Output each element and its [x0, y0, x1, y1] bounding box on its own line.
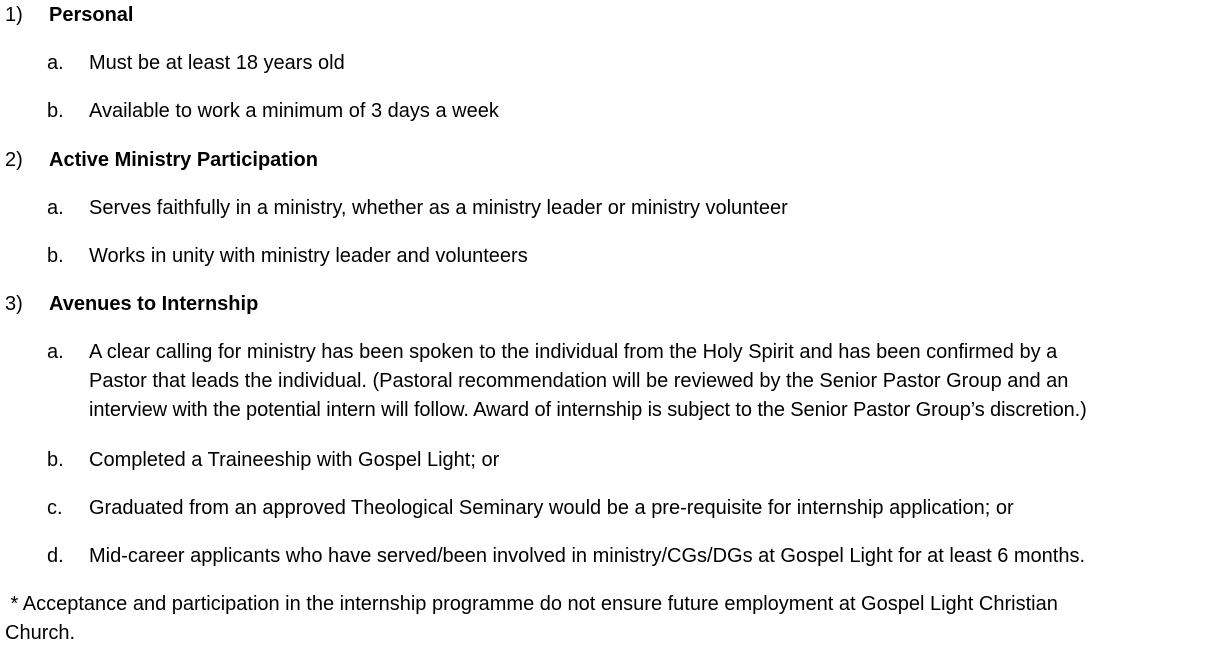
section-heading-avenues — [0, 290, 1218, 319]
section-heading-active-ministry — [0, 146, 1218, 175]
item-text: Mid-career applicants who have served/been involved in ministry/CGs/DGs at Gospel Light for at least 6 months. — [89, 545, 1086, 567]
item-text-line: A clear calling for ministry has been spoken to the individual from the Holy Spirit and has been confirmed by a — [89, 341, 1058, 363]
item-letter: a. — [47, 52, 64, 74]
item-letter: b. — [47, 245, 64, 267]
item-text: Serves faithfully in a ministry, whether as a ministry leader or ministry volunteer — [89, 197, 788, 219]
list-item — [0, 242, 1218, 271]
list-item — [0, 542, 1218, 571]
section-title: Active Ministry Participation — [49, 149, 318, 171]
list-item — [0, 494, 1218, 523]
item-letter: d. — [47, 545, 64, 567]
item-text-line: interview with the potential intern will follow. Award of internship is subject to the Senior Pastor Group’s discretion.) — [89, 399, 1087, 421]
item-text-line: Pastor that leads the individual. (Pastoral recommendation will be reviewed by the Senior Pastor Group and an — [89, 370, 1069, 392]
item-text: Completed a Traineeship with Gospel Light; or — [89, 449, 500, 471]
item-letter: b. — [47, 100, 64, 122]
section-number: 3) — [5, 293, 23, 315]
list-item — [0, 194, 1218, 223]
list-item — [0, 97, 1218, 126]
section-number: 2) — [5, 149, 23, 171]
item-letter: b. — [47, 449, 64, 471]
item-text: Available to work a minimum of 3 days a week — [89, 100, 499, 122]
list-item — [0, 338, 1218, 425]
footnote-line: * Acceptance and participation in the internship programme do not ensure future employment at Gospel Light Christian — [5, 593, 1058, 615]
item-letter: a. — [47, 341, 64, 363]
item-text: Works in unity with ministry leader and volunteers — [89, 245, 528, 267]
section-title: Avenues to Internship — [49, 293, 259, 315]
section-number: 1) — [5, 4, 23, 26]
item-letter: a. — [47, 197, 64, 219]
item-text: Must be at least 18 years old — [89, 52, 345, 74]
section-heading-personal — [0, 1, 1218, 30]
section-title: Personal — [49, 4, 134, 26]
item-letter: c. — [47, 497, 63, 519]
footnote-line: Church. — [5, 622, 76, 644]
footnote — [5, 590, 1205, 648]
list-item — [0, 446, 1218, 475]
item-text: Graduated from an approved Theological Seminary would be a pre-requisite for internship application; or — [89, 497, 1014, 519]
list-item — [0, 49, 1218, 78]
